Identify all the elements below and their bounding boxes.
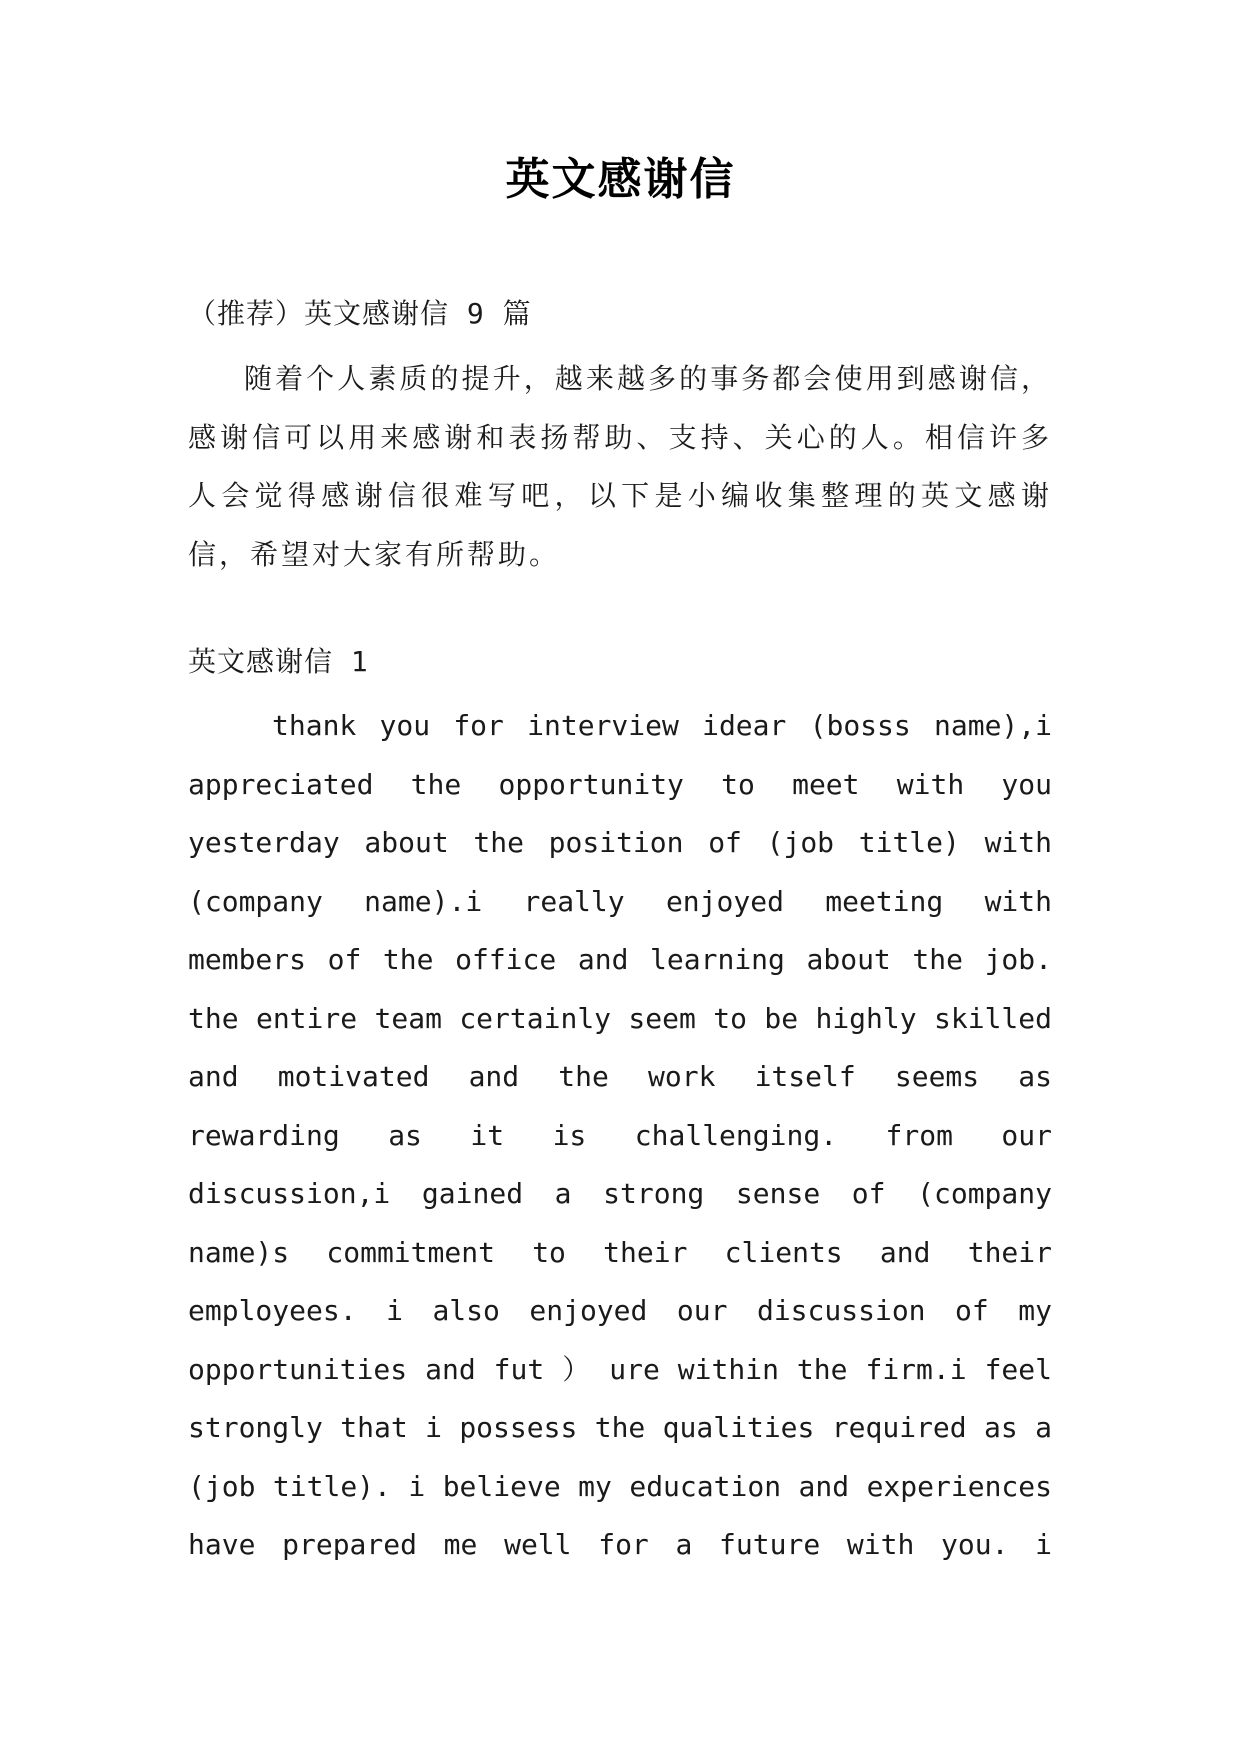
intro-paragraph: 随着个人素质的提升，越来越多的事务都会使用到感谢信，感谢信可以用来感谢和表扬帮助、支持、关心的人。相信许多人会觉得感谢信很难写吧，以下是小编收集整理的英文感谢信，希望对大家有所帮助。 [188,362,1052,571]
letter-body-paragraph: thank you for interview idear (bosss name),i appreciated the opportunity to meet with you yesterday about the position of (job title) with (company name).i really enjoyed meeting with members of the office and learning about the job. the entire team certainly seem to be highly skilled and motivated and the work itself seems as rewarding as it is challenging. from our discussion,i gained a strong sense of (company name)s commitment to their clients and their employees. i also enjoyed our discussion of my opportunities and fut ） ure within the firm.i feel strongly that i possess the qualities required as a (job title). i believe my education and experiences have prepared me well for a future with you. i [188,709,1052,1561]
document-title: 英文感谢信 [505,154,736,205]
section-heading: 英文感谢信 1 [188,645,369,678]
document-subtitle: （推荐）英文感谢信 9 篇 [188,297,532,330]
